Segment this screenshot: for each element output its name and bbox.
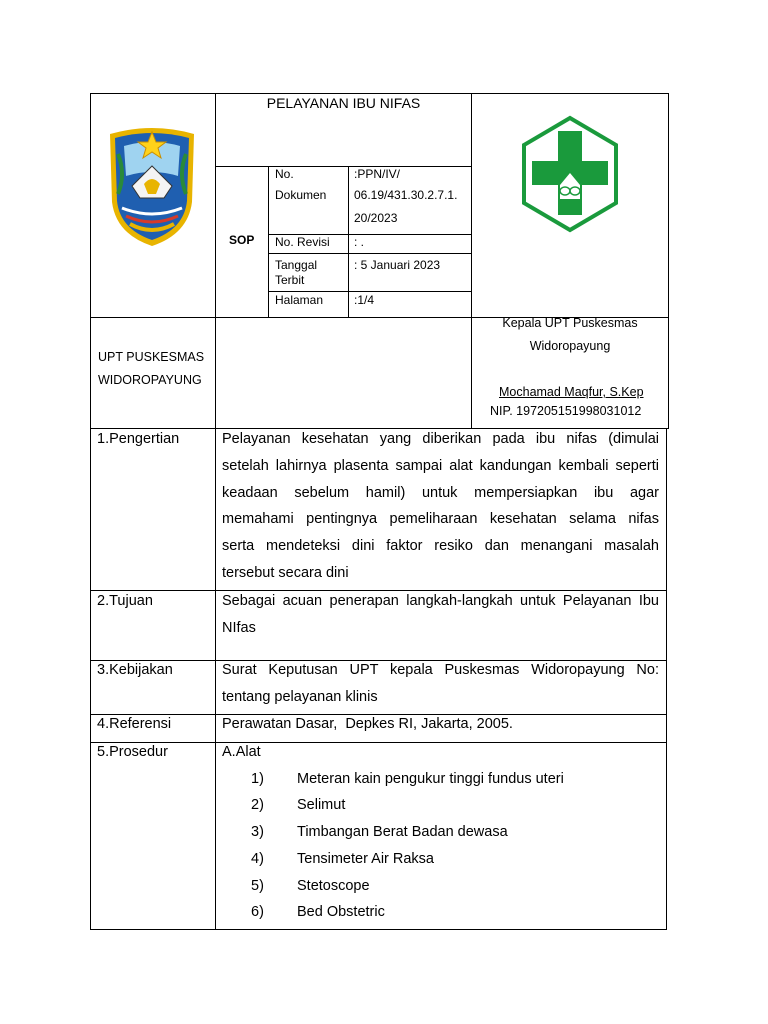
- list-item-number: 2): [251, 797, 264, 813]
- pengertian-line: Pelayanan kesehatan yang diberikan pada ibu nifas (dimulai: [222, 431, 659, 447]
- no-revisi-value: : .: [354, 235, 365, 249]
- list-item: Meteran kain pengukur tinggi fundus uteri: [297, 771, 564, 787]
- list-item: Bed Obstetric: [297, 904, 385, 920]
- tujuan-line: NIfas: [222, 620, 256, 636]
- no-revisi-label: No. Revisi: [275, 235, 330, 249]
- org-name-line-2: WIDOROPAYUNG: [98, 373, 202, 387]
- no-dokumen-value-3: 20/2023: [354, 211, 398, 225]
- list-item-number: 4): [251, 851, 264, 867]
- tanggal-label-2: Terbit: [275, 273, 305, 287]
- list-item: Timbangan Berat Badan dewasa: [297, 824, 508, 840]
- tujuan-line: Sebagai acuan penerapan langkah-langkah untuk Pelayanan Ibu: [222, 593, 659, 609]
- signatory-title-2: Widoropayung: [529, 339, 611, 353]
- signatory-title: Kepala UPT Puskesmas: [502, 316, 638, 330]
- referensi-label: 4.Referensi: [97, 716, 172, 732]
- org-name-line-1: UPT PUSKESMAS: [98, 350, 205, 364]
- puskesmas-logo: [520, 115, 620, 233]
- list-item-number: 3): [251, 824, 264, 840]
- prosedur-subheading: A.Alat: [222, 744, 261, 760]
- list-item-number: 5): [251, 878, 264, 894]
- kebijakan-label: 3.Kebijakan: [97, 662, 173, 678]
- tanggal-label: Tanggal: [275, 258, 318, 272]
- no-dokumen-label: No.: [275, 167, 294, 181]
- sop-label: SOP: [229, 233, 255, 247]
- pengertian-line: serta mendeteksi dini faktor resiko dan menangani masalah: [222, 538, 659, 554]
- list-item: Stetoscope: [297, 878, 370, 894]
- prosedur-label: 5.Prosedur: [97, 744, 168, 760]
- list-item: Tensimeter Air Raksa: [297, 851, 434, 867]
- kebijakan-line: Surat Keputusan UPT kepala Puskesmas Widoropayung No:: [222, 662, 659, 678]
- list-item-number: 6): [251, 904, 264, 920]
- signatory-name: Mochamad Maqfur, S.Kep: [499, 385, 644, 399]
- list-item-number: 1): [251, 771, 264, 787]
- kebijakan-line: tentang pelayanan klinis: [222, 689, 378, 705]
- pengertian-line: memahami pentingnya pemeliharaan kesehatan selama nifas: [222, 511, 659, 527]
- no-dokumen-value: :PPN/IV/: [354, 167, 401, 181]
- referensi-text: Perawatan Dasar, Depkes RI, Jakarta, 2005.: [222, 716, 513, 732]
- no-dokumen-label-2: Dokumen: [275, 188, 327, 202]
- no-dokumen-value-2: 06.19/431.30.2.7.1.: [354, 188, 458, 202]
- pengertian-label: 1.Pengertian: [97, 431, 180, 447]
- signatory-nip: NIP. 197205151998031012: [490, 404, 642, 418]
- document-title: PELAYANAN IBU NIFAS: [266, 95, 421, 111]
- halaman-label: Halaman: [275, 293, 324, 307]
- halaman-value: :1/4: [354, 293, 375, 307]
- regency-crest-logo: [104, 124, 200, 250]
- tujuan-label: 2.Tujuan: [97, 593, 153, 609]
- pengertian-line: setelah lahirnya plasenta sampai alat kandungan kembali seperti: [222, 458, 659, 474]
- pengertian-line: keadaan sebelum hamil) untuk mempersiapkan ibu agar: [222, 485, 659, 501]
- tanggal-value: : 5 Januari 2023: [354, 258, 441, 272]
- list-item: Selimut: [297, 797, 346, 813]
- pengertian-line: tersebut secara dini: [222, 565, 349, 581]
